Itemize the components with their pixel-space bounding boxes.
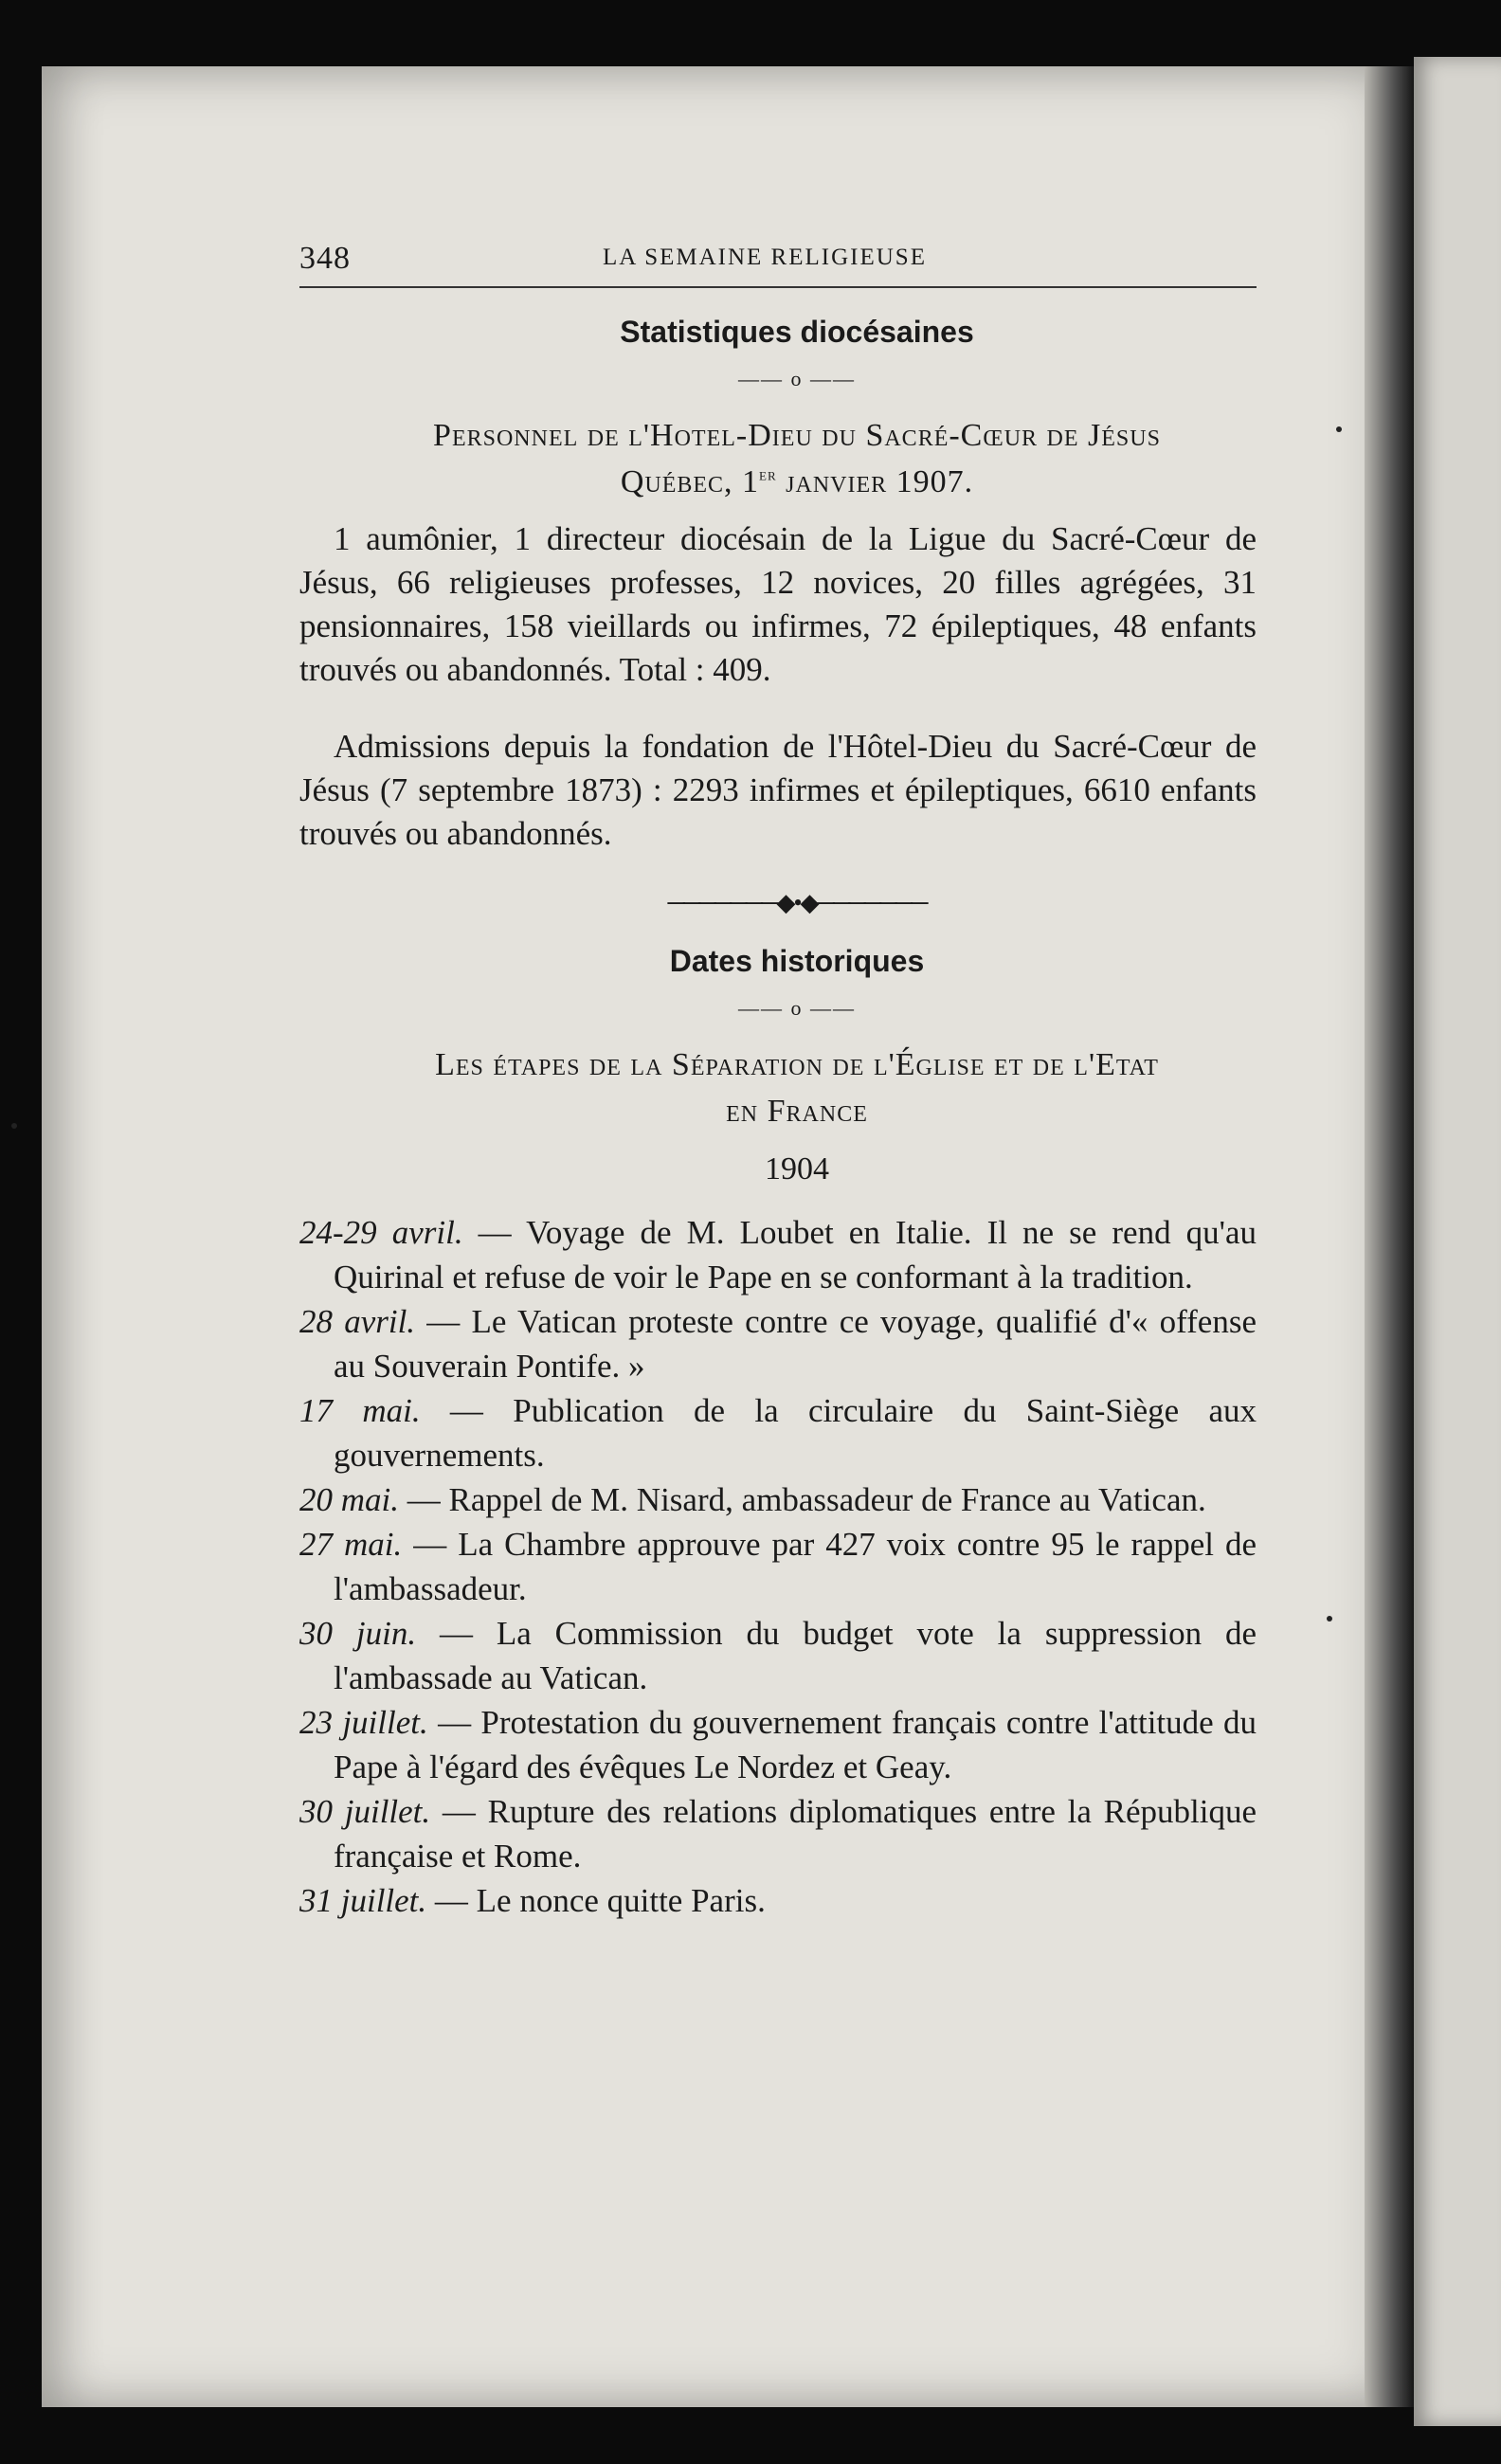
entry-date: 17 mai. (299, 1392, 421, 1430)
subheading-personnel (299, 412, 1294, 506)
entry-date: 24-29 avril. (299, 1214, 463, 1252)
subheading-line: Personnel de l'Hotel-Dieu du Sacré-Cœur de Jésus (433, 418, 1161, 453)
list-item (299, 1477, 1257, 1522)
entry-date: 28 avril. (299, 1303, 416, 1341)
entry-date: 30 juin. (299, 1615, 417, 1653)
list-item (299, 1388, 1257, 1477)
date-text: Québec, 1 (620, 464, 760, 500)
ornament-divider: ───────◆•◆─────── (667, 888, 927, 916)
subheading-line: Les étapes de la Séparation de l'Église et de l'Etat (435, 1046, 1159, 1082)
page-number: 348 (299, 241, 351, 276)
list-item (299, 1878, 1257, 1923)
entry-text: — La Chambre approuve par 427 voix contre 95 le rappel de l'ambassadeur. (334, 1526, 1257, 1608)
entry-text: — Voyage de M. Loubet en Italie. Il ne se rend qu'au Quirinal et refuse de voir le Pape en se conformant à la tradition. (334, 1214, 1257, 1296)
section-separator: —— o —— (738, 367, 856, 390)
dust-speck (11, 1123, 17, 1129)
journal-title: LA SEMAINE RELIGIEUSE (603, 245, 927, 270)
header-rule (299, 286, 1257, 288)
book-gutter (1365, 66, 1414, 2407)
section-title-dates: Dates historiques (669, 943, 925, 978)
admissions-paragraph: Admissions depuis la fondation de l'Hôtel-Dieu du Sacré-Cœur de Jésus (7 septembre 1873) : 2293 infirmes et épileptiques, 6610 enfants trouvés ou abandonnés. (299, 727, 1257, 852)
year-heading: 1904 (765, 1151, 829, 1187)
list-item (299, 1210, 1257, 1299)
date-text-end: janvier 1907. (776, 464, 974, 500)
page-content (299, 237, 1294, 1923)
superscript: er (759, 464, 777, 484)
entry-date: 20 mai. (299, 1481, 399, 1519)
entry-text: — Le Vatican proteste contre ce voyage, qualifié d'« offense au Souverain Pontife. » (334, 1303, 1257, 1386)
subheading-separation (299, 1042, 1294, 1135)
list-item (299, 1522, 1257, 1611)
subheading-line: en France (726, 1093, 868, 1129)
running-head (299, 237, 1294, 286)
list-item (299, 1700, 1257, 1789)
dust-speck (1336, 426, 1342, 432)
entry-text: — Publication de la circulaire du Saint-Siège aux gouvernements. (334, 1392, 1257, 1475)
entry-date: 30 juillet. (299, 1793, 431, 1831)
subheading-date-line (299, 459, 1294, 505)
list-item (299, 1789, 1257, 1878)
dust-speck (1327, 1616, 1332, 1622)
entry-date: 27 mai. (299, 1526, 403, 1564)
adjacent-page-edge (1414, 57, 1501, 2426)
list-item (299, 1611, 1257, 1700)
section-title-statistics: Statistiques diocésaines (620, 315, 974, 349)
entry-text: — Le nonce quitte Paris. (426, 1882, 766, 1920)
entry-text: — Rappel de M. Nisard, ambassadeur de France au Vatican. (399, 1481, 1206, 1519)
entry-date: 23 juillet. (299, 1704, 428, 1742)
section-separator: —— o —— (738, 995, 856, 1020)
entry-date: 31 juillet. (299, 1882, 427, 1920)
entry-text: — La Commission du budget vote la suppression de l'ambassade au Vatican. (334, 1615, 1257, 1697)
chronology-list (299, 1210, 1257, 1923)
entry-text: — Rupture des relations diplomatiques entre la République française et Rome. (334, 1793, 1257, 1875)
list-item (299, 1299, 1257, 1388)
entry-text: — Protestation du gouvernement français contre l'attitude du Pape à l'égard des évêques Le Nordez et Geay. (334, 1704, 1257, 1786)
statistics-paragraph: 1 aumônier, 1 directeur diocésain de la Ligue du Sacré-Cœur de Jésus, 66 religieuses professes, 12 novices, 20 filles agrégées, 31 pensionnaires, 158 vieillards ou infirmes, 72 épileptiques, 48 enfants trouvés ou abandonnés. Total : 409. (299, 519, 1257, 688)
